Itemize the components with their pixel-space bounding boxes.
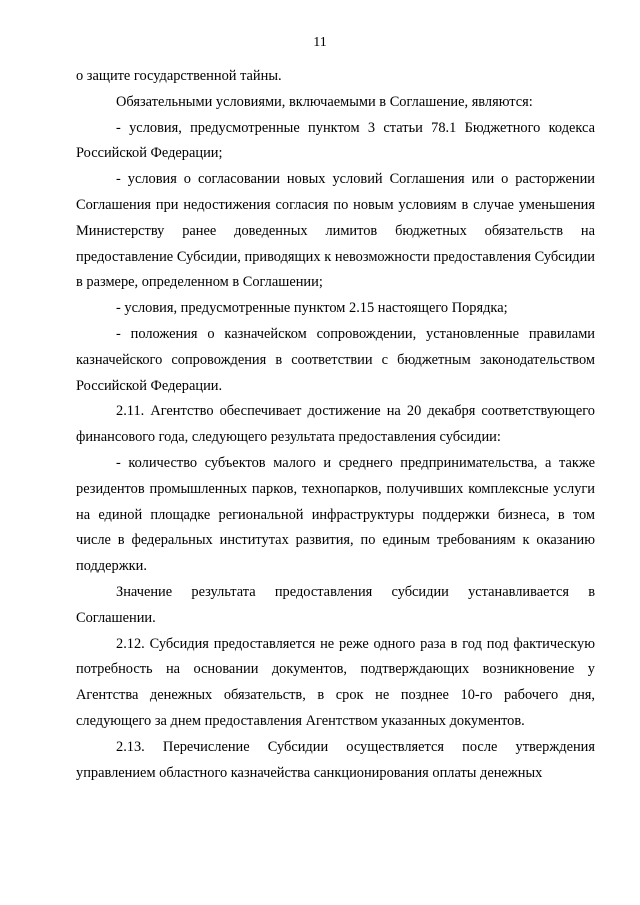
paragraph-mandatory-conditions: Обязательными условиями, включаемыми в Соглашение, являются: — [116, 93, 533, 110]
paragraph-2-11: 2.11. Агентство обеспечивает достижение на 20 декабря соответствующего финансового года, следующего результата предоставления субсидии: — [76, 403, 595, 446]
list-item-budget-code: - условия, предусмотренные пунктом 3 статьи 78.1 Бюджетного кодекса Российской Федерации; — [76, 119, 595, 162]
list-item-clause-2-15: - условия, предусмотренные пунктом 2.15 настоящего Порядка; — [116, 300, 508, 317]
paragraph-2-13: 2.13. Перечисление Субсидии осуществляется после утверждения управлением областного казначейства санкционирования оплаты денежных — [76, 738, 595, 781]
document-body — [76, 64, 595, 786]
paragraph-continuation: о защите государственной тайны. — [76, 68, 282, 84]
page-number: 11 — [313, 35, 327, 50]
list-item-treasury-support: - положения о казначейском сопровождении, установленные правилами казначейского сопровождения в соответствии с бюджетным законодательством Российской Федерации. — [76, 325, 595, 394]
paragraph-2-12: 2.12. Субсидия предоставляется не реже одного раза в год под фактическую потребность на основании документов, подтверждающих возникновение у Агентства денежных обязательств, в срок не позднее 10-го рабочего дня, следующего за днем предоставления Агентством указанных документов. — [76, 635, 595, 729]
list-item-result-indicator: - количество субъектов малого и среднего предпринимательства, а также резидентов промышленных парков, технопарков, получивших комплексные услуги на единой площадке региональной инфраструктуры поддержки бизнеса, в том числе в федеральных институтах развития, по единым требованиям к оказанию поддержки. — [76, 454, 595, 575]
paragraph-result-value: Значение результата предоставления субсидии устанавливается в Соглашении. — [76, 583, 595, 626]
list-item-agreement-terms: - условия о согласовании новых условий Соглашения или о расторжении Соглашения при недостижения согласия по новым условиям в случае уменьшения Министерству ранее доведенных лимитов бюджетных обязательств на предоставление Субсидии, приводящих к невозможности предоставления Субсидии в размере, определенном в Соглашении; — [76, 171, 595, 291]
